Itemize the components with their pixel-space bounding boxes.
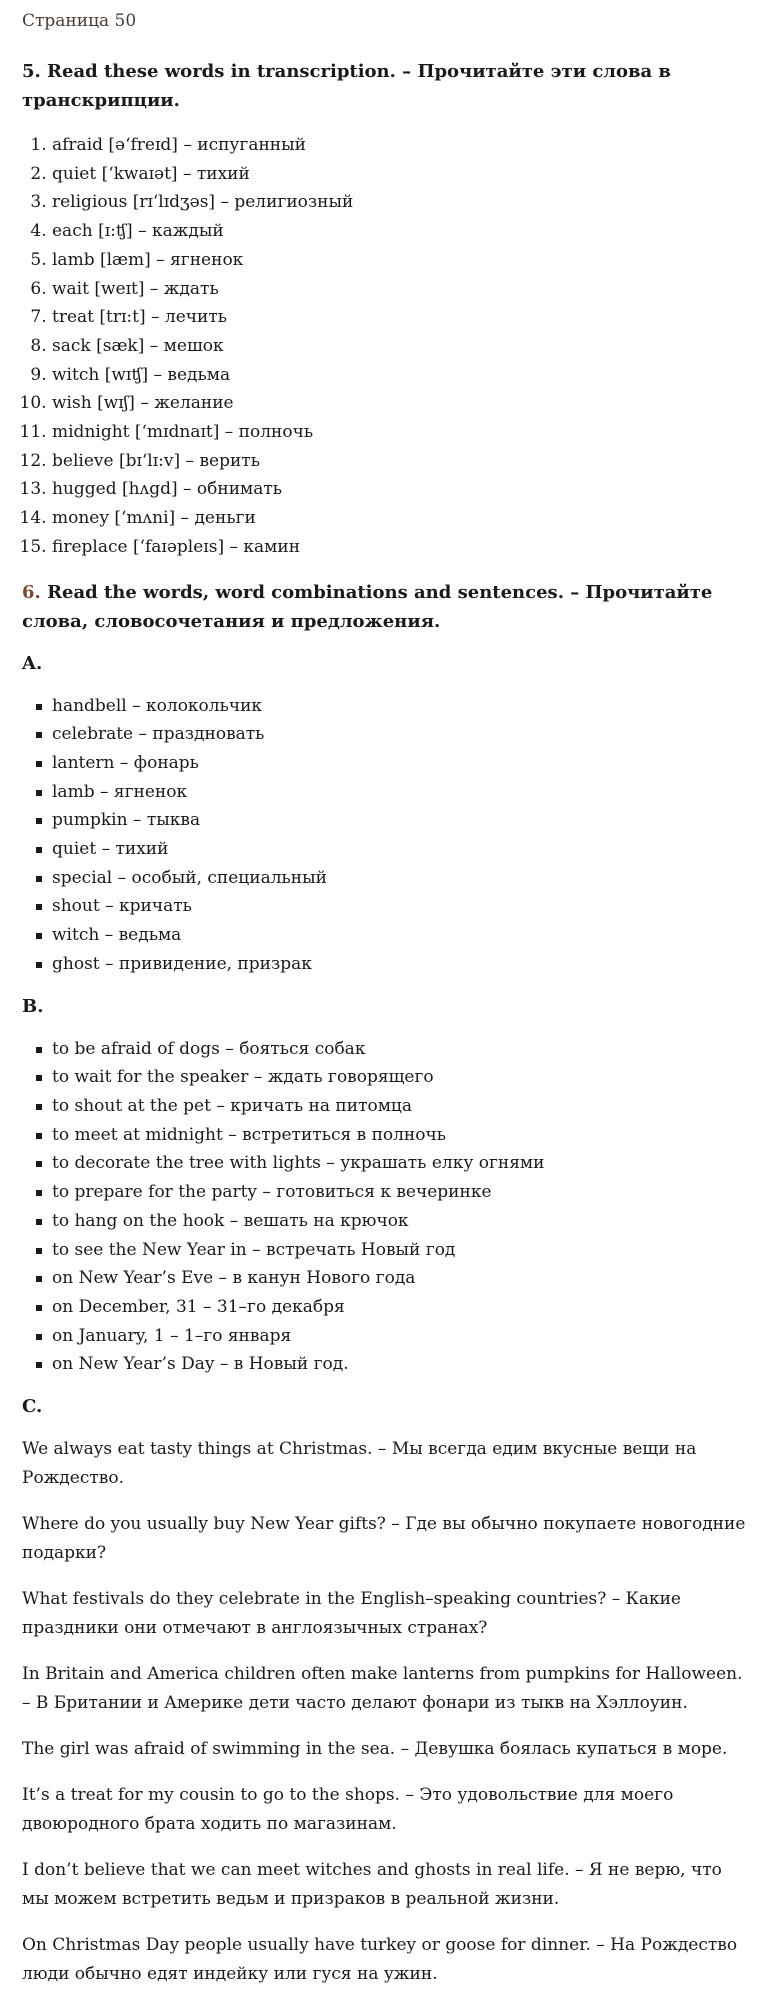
exercise-6-title-text: Read the words, word combinations and sentences. – Прочитайте слова, словосочетания и предложения. xyxy=(22,581,713,632)
page-label: Страница 50 xyxy=(22,11,137,31)
list-item: to meet at midnight – встретиться в полночь xyxy=(52,1121,748,1150)
list-item: lamb – ягненок xyxy=(52,778,748,807)
list-item: witch – ведьма xyxy=(52,921,748,950)
section-a-heading: A. xyxy=(22,652,43,674)
list-item: 13. hugged [hʌgd] – обнимать xyxy=(52,475,748,504)
list-item: quiet – тихий xyxy=(52,835,748,864)
exercise-6-number: 6. xyxy=(22,581,41,603)
sentence: We always eat tasty things at Christmas. – Мы всегда едим вкусные вещи на Рождество. xyxy=(22,1439,697,1489)
list-item: 15. fireplace [‘faɪəpleɪs] – камин xyxy=(52,533,748,562)
list-item: pumpkin – тыква xyxy=(52,806,748,835)
list-item: 8. sack [sæk] – мешок xyxy=(52,332,748,361)
section-b-heading: B. xyxy=(22,995,44,1017)
sentence: On Christmas Day people usually have turkey or goose for dinner. – На Рождество люди обычно едят индейку или гуся на ужин. xyxy=(22,1935,738,1985)
sentence: I don’t believe that we can meet witches and ghosts in real life. – Я не верю, что мы можем встретить ведьм и призраков в реальной жизни. xyxy=(22,1860,722,1910)
list-item: 7. treat [trɪ:t] – лечить xyxy=(52,303,748,332)
list-item: 5. lamb [læm] – ягненок xyxy=(52,246,748,275)
list-item: 11. midnight [‘mɪdnaɪt] – полночь xyxy=(52,418,748,447)
list-item: ghost – привидение, призрак xyxy=(52,950,748,979)
list-item: 4. each [ɪ:ʧ] – каждый xyxy=(52,217,748,246)
exercise-6-title xyxy=(22,578,748,636)
list-item: shout – кричать xyxy=(52,892,748,921)
section-c-heading: C. xyxy=(22,1396,43,1418)
list-item: to prepare for the party – готовиться к вечеринке xyxy=(52,1178,748,1207)
sentence: The girl was afraid of swimming in the sea. – Девушка боялась купаться в море. xyxy=(22,1739,728,1760)
list-item: to wait for the speaker – ждать говорящего xyxy=(52,1063,748,1092)
list-item: 12. believe [bɪ‘lɪ:v] – верить xyxy=(52,447,748,476)
list-item: on New Year’s Eve – в канун Нового года xyxy=(52,1264,748,1293)
list-item: to be afraid of dogs – бояться собак xyxy=(52,1035,748,1064)
list-item: on December, 31 – 31–го декабря xyxy=(52,1293,748,1322)
list-item: celebrate – праздновать xyxy=(52,720,748,749)
exercise-5-list xyxy=(22,131,748,562)
sentence: In Britain and America children often make lanterns from pumpkins for Halloween. – В Британии и Америке дети часто делают фонари из тыкв на Хэллоуин. xyxy=(22,1664,743,1714)
list-item: to shout at the pet – кричать на питомца xyxy=(52,1092,748,1121)
exercise-5-title: 5. Read these words in transcription. – Прочитайте эти слова в транскрипции. xyxy=(22,61,671,111)
list-item: 14. money [‘mʌni] – деньги xyxy=(52,504,748,533)
list-item: 10. wish [wɪʃ] – желание xyxy=(52,389,748,418)
list-item: 6. wait [weɪt] – ждать xyxy=(52,275,748,304)
list-item: special – особый, специальный xyxy=(52,864,748,893)
sentence: It’s a treat for my cousin to go to the shops. – Это удовольствие для моего двоюродного брата ходить по магазинам. xyxy=(22,1785,674,1835)
list-item: on New Year’s Day – в Новый год. xyxy=(52,1350,748,1379)
list-item: 2. quiet [‘kwaɪət] – тихий xyxy=(52,160,748,189)
section-b-list xyxy=(22,1035,748,1379)
list-item: to see the New Year in – встречать Новый год xyxy=(52,1236,748,1265)
list-item: 9. witch [wɪʧ] – ведьма xyxy=(52,361,748,390)
sentence: What festivals do they celebrate in the English–speaking countries? – Какие праздники они отмечают в англоязычных странах? xyxy=(22,1589,681,1639)
list-item: 3. religious [rɪ‘lɪdʒəs] – религиозный xyxy=(52,188,748,217)
list-item: lantern – фонарь xyxy=(52,749,748,778)
list-item: to decorate the tree with lights – украшать елку огнями xyxy=(52,1149,748,1178)
list-item: to hang on the hook – вешать на крючок xyxy=(52,1207,748,1236)
list-item: 1. afraid [ə‘freɪd] – испуганный xyxy=(52,131,748,160)
list-item: on January, 1 – 1–го января xyxy=(52,1322,748,1351)
section-a-list xyxy=(22,692,748,979)
list-item: handbell – колокольчик xyxy=(52,692,748,721)
sentence: Where do you usually buy New Year gifts? – Где вы обычно покупаете новогодние подарки? xyxy=(22,1514,746,1564)
